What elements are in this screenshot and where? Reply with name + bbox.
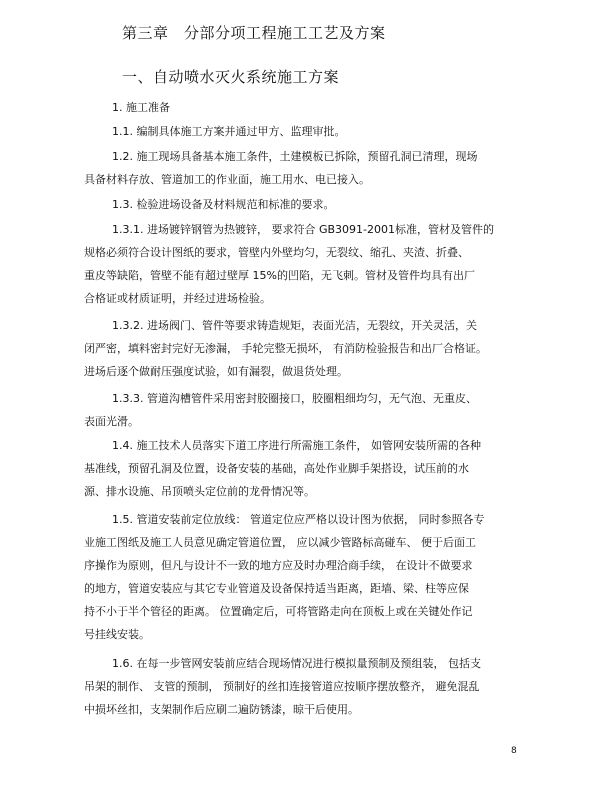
text-line: 1.1. 编制具体施工方案并通过甲方、监理审批。 bbox=[112, 125, 346, 138]
text-line: 的地方，管道安装应与其它专业管道及设备保持适当距离，距墙、梁、柱等应保 bbox=[84, 582, 469, 595]
text-line: 进场后逐个做耐压强度试验，如有漏裂，做退货处理。 bbox=[84, 365, 348, 378]
paragraph-1-1 bbox=[84, 120, 532, 143]
text-line: 1.4. 施工技术人员落实下道工序进行所需施工条件， 如管网安装所需的各种 bbox=[112, 439, 481, 452]
text-line: 1.3.2. 进场阀门、管件等要求铸造规矩，表面光洁，无裂纹，开关灵活，关 bbox=[112, 319, 477, 332]
text-line: 1.5. 管道安装前定位放线： 管道定位应严格以设计图为依据， 同时参照各专 bbox=[112, 513, 485, 526]
text-line: 序操作为原则，但凡与设计不一致的地方应及时办理洽商手续， 在设计不做要求 bbox=[84, 559, 473, 572]
text-line: 1.3.3. 管道沟槽管件采用密封胶圈接口，胶圈粗细均匀，无气泡、无重皮、 bbox=[112, 392, 477, 405]
paragraph-1-6 bbox=[84, 652, 532, 721]
text-line: 持不小于半个管径的距离。 位置确定后，可将管路走向在顶板上或在关键处作记 bbox=[84, 605, 473, 618]
text-line: 1.3. 检验进场设备及材料规范和标准的要求。 bbox=[112, 198, 335, 211]
text-line: 规格必须符合设计图纸的要求，管壁内外壁均匀，无裂纹、缩孔、夹渣、折叠、 bbox=[84, 246, 469, 259]
chapter-title: 第三章 分部分项工程施工工艺及方案 bbox=[122, 24, 386, 42]
text-line: 中损坏丝扣，支架制作后应刷二遍防锈漆，晾干后使用。 bbox=[84, 703, 359, 716]
text-line: 源、排水设施、吊顶喷头定位前的龙骨情况等。 bbox=[84, 485, 315, 498]
text-line: 具备材料存放、管道加工的作业面，施工用水、电已接入。 bbox=[84, 173, 370, 186]
text-line: 1. 施工准备 bbox=[112, 101, 170, 114]
text-line: 重皮等缺陷，管壁不能有超过壁厚 15%的凹陷，无飞刺。管材及管件均具有出厂 bbox=[84, 269, 475, 282]
text-line: 闭严密，填料密封完好无渗漏， 手轮完整无损坏， 有消防检验报告和出厂合格证。 bbox=[84, 342, 487, 355]
section-title: 一、自动喷水灭火系统施工方案 bbox=[122, 68, 340, 86]
paragraph-1-5 bbox=[84, 508, 532, 646]
paragraph-1-3-2 bbox=[84, 314, 532, 383]
text-line: 号挂线安装。 bbox=[84, 628, 150, 641]
text-line: 业施工图纸及施工人员意见确定管道位置， 应以减少管路标高碰车、 便于后面工 bbox=[84, 536, 476, 549]
paragraph-1-3-3 bbox=[84, 387, 532, 433]
paragraph-1-2 bbox=[84, 145, 532, 191]
text-line: 1.3.1. 进场镀锌钢管为热镀锌， 要求符合 GB3091-2001标准，管材及管件的 bbox=[112, 223, 495, 236]
paragraph-1-3 bbox=[84, 193, 532, 216]
text-line: 吊架的制作、 支管的预制， 预制好的丝扣连接管道应按顺序摆放整齐， 避免混乱 bbox=[84, 680, 480, 693]
text-line: 表面光滑。 bbox=[84, 415, 139, 428]
paragraph-1 bbox=[84, 96, 532, 119]
paragraph-1-4 bbox=[84, 434, 532, 503]
paragraph-1-3-1 bbox=[84, 218, 532, 310]
page-number: 8 bbox=[511, 746, 517, 756]
text-line: 1.6. 在每一步管网安装前应结合现场情况进行模拟量预制及预组装， 包括支 bbox=[112, 657, 481, 670]
text-line: 1.2. 施工现场具备基本施工条件，土建模板已拆除，预留孔洞已清理，现场 bbox=[112, 150, 478, 163]
text-line: 基准线，预留孔洞及位置，设备安装的基础，高处作业脚手架搭设，试压前的水 bbox=[84, 462, 469, 475]
text-line: 合格证或材质证明，并经过进场检验。 bbox=[84, 292, 271, 305]
